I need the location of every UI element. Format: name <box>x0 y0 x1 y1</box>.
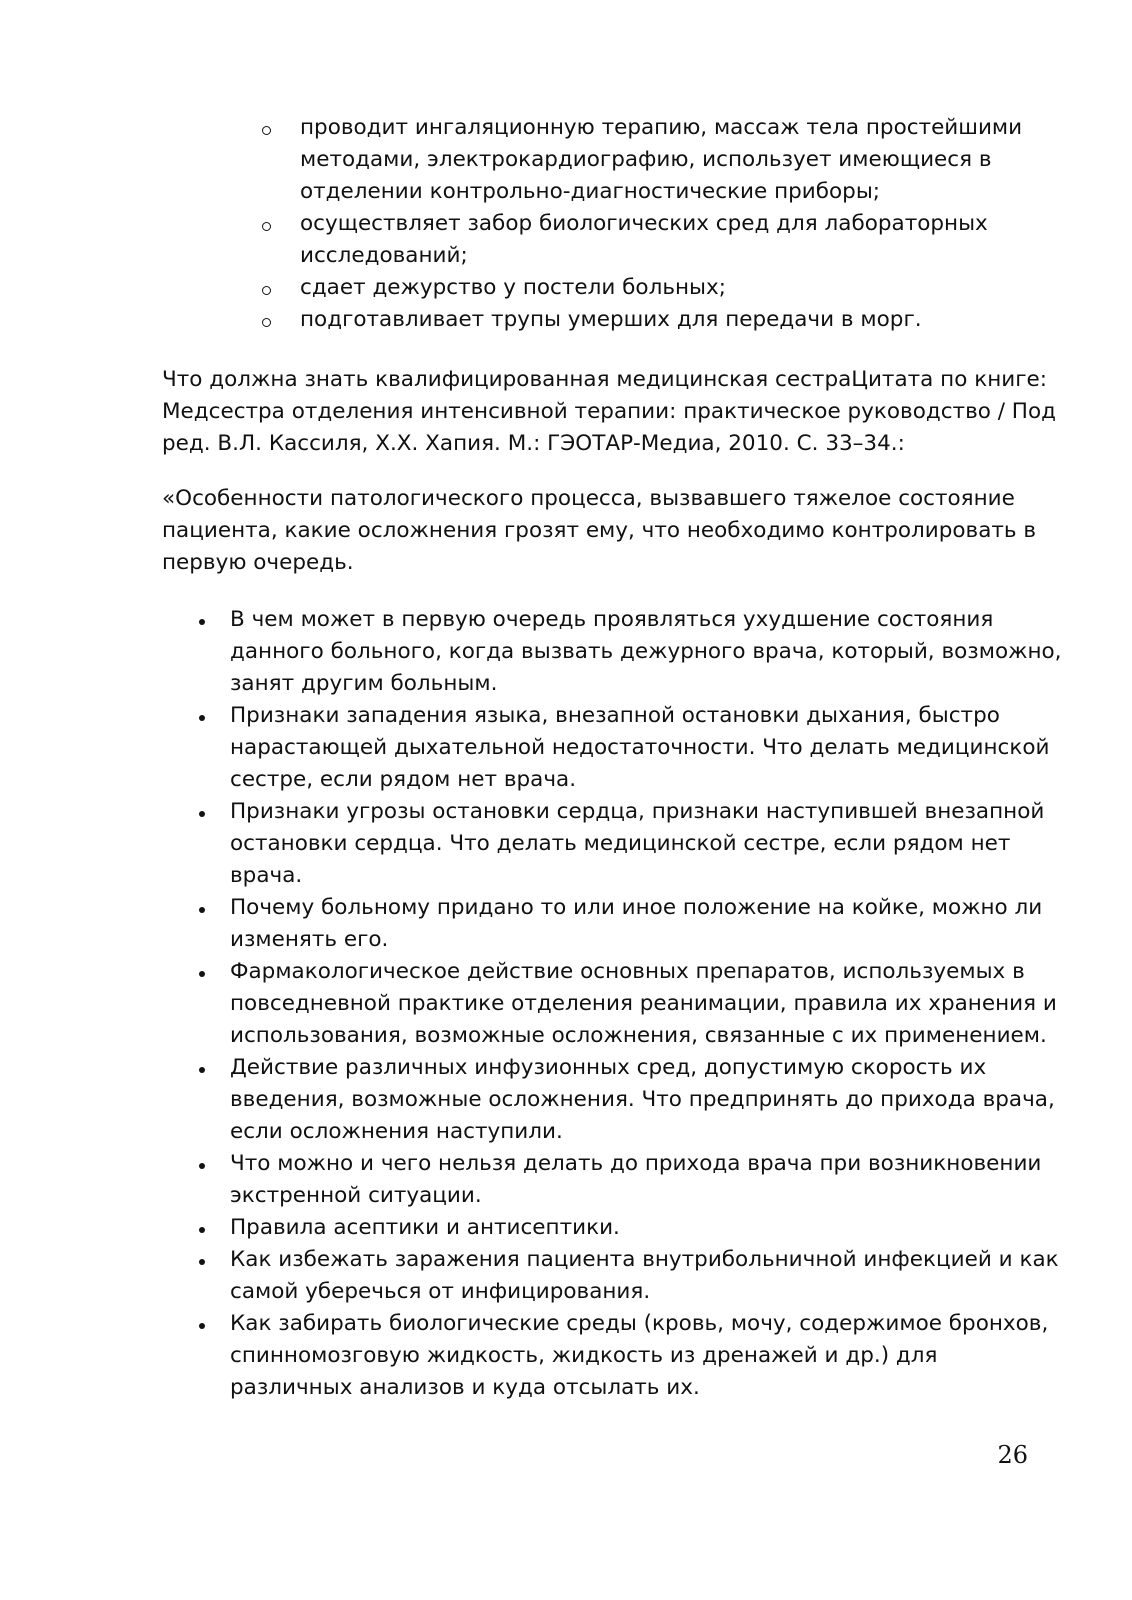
list-item-text: В чем может в первую очередь проявляться ухудшение состояния данного больного, когда вызвать дежурного врача, который, возможно, занят другим больным. <box>230 607 1062 696</box>
page-number: 26 <box>997 1441 1028 1469</box>
list-item <box>262 112 1062 208</box>
list-item <box>262 208 1062 272</box>
list-item <box>194 956 1064 1052</box>
list-item <box>194 1308 1064 1404</box>
list-item-text: Признаки западения языка, внезапной остановки дыхания, быстро нарастающей дыхательной недостаточности. Что делать медицинской сестре, если рядом нет врача. <box>230 703 1050 792</box>
list-item-text: подготавливает трупы умерших для передачи в морг. <box>300 307 922 332</box>
duties-sublist <box>262 112 1062 336</box>
quote-intro-paragraph: «Особенности патологического процесса, вызвавшего тяжелое состояние пациента, какие осложнения грозят ему, что необходимо контролировать в первую очередь. <box>162 486 1037 575</box>
knowledge-list <box>194 604 1064 1404</box>
list-item-text: проводит ингаляционную терапию, массаж тела простейшими методами, электрокардиографию, использует имеющиеся в отделении контрольно-диагностические приборы; <box>300 115 1023 204</box>
list-item <box>262 304 1062 336</box>
list-item <box>194 1052 1064 1148</box>
circle-bullet-icon <box>262 318 271 327</box>
list-item-text: Как забирать биологические среды (кровь, мочу, содержимое бронхов, спинномозговую жидкость, жидкость из дренажей и др.) для различных анализов и куда отсылать их. <box>230 1311 1049 1400</box>
list-item-text: Признаки угрозы остановки сердца, признаки наступившей внезапной остановки сердца. Что делать медицинской сестре, если рядом нет врача. <box>230 799 1045 888</box>
list-item-text: осуществляет забор биологических сред для лабораторных исследований; <box>300 211 988 268</box>
list-item <box>262 272 1062 304</box>
list-item-text: Почему больному придано то или иное положение на койке, можно ли изменять его. <box>230 895 1043 952</box>
list-item <box>194 1244 1064 1308</box>
bullet-dot-icon <box>199 907 205 913</box>
bullet-dot-icon <box>199 971 205 977</box>
bullet-dot-icon <box>199 1259 205 1265</box>
citation-paragraph: Что должна знать квалифицированная медицинская сестраЦитата по книге: Медсестра отделения интенсивной терапии: практическое руководство / Под ред. В.Л. Кассиля, Х.Х. Хапия. М.: ГЭОТАР-Медиа, 2010. С. 33–34.: <box>162 367 1056 456</box>
list-item <box>194 1212 1064 1244</box>
circle-bullet-icon <box>262 286 271 295</box>
list-item <box>194 1148 1064 1212</box>
bullet-dot-icon <box>199 619 205 625</box>
list-item-text: Правила асептики и антисептики. <box>230 1215 620 1240</box>
list-item-text: Фармакологическое действие основных препаратов, используемых в повседневной практике отделения реанимации, правила их хранения и использования, возможные осложнения, связанные с их применением. <box>230 959 1057 1048</box>
bullet-dot-icon <box>199 1323 205 1329</box>
list-item-text: Как избежать заражения пациента внутрибольничной инфекцией и как самой уберечься от инфицирования. <box>230 1247 1059 1304</box>
list-item <box>194 700 1064 796</box>
bullet-dot-icon <box>199 1163 205 1169</box>
bullet-dot-icon <box>199 1227 205 1233</box>
list-item <box>194 796 1064 892</box>
list-item <box>194 604 1064 700</box>
list-item <box>194 892 1064 956</box>
bullet-dot-icon <box>199 1067 205 1073</box>
circle-bullet-icon <box>262 126 271 135</box>
bullet-dot-icon <box>199 715 205 721</box>
list-item-text: Что можно и чего нельзя делать до прихода врача при возникновении экстренной ситуации. <box>230 1151 1042 1208</box>
bullet-dot-icon <box>199 811 205 817</box>
list-item-text: сдает дежурство у постели больных; <box>300 275 727 300</box>
circle-bullet-icon <box>262 222 271 231</box>
list-item-text: Действие различных инфузионных сред, допустимую скорость их введения, возможные осложнения. Что предпринять до прихода врача, если осложнения наступили. <box>230 1055 1055 1144</box>
